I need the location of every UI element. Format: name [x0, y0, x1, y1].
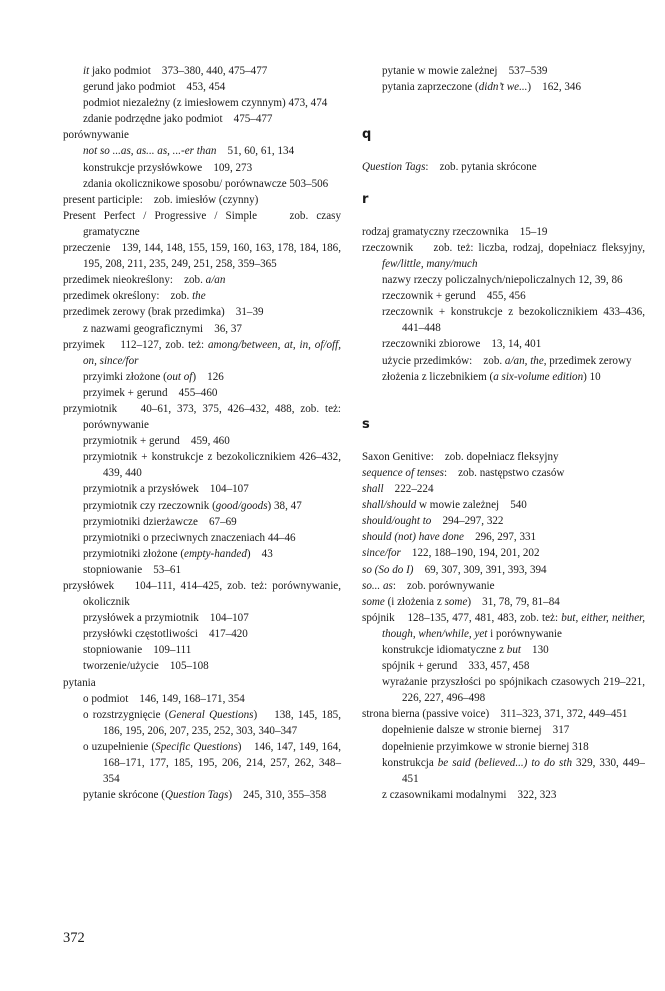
index-subentry: przyimki złożone (out of) 126: [83, 370, 224, 383]
index-subentry: pytanie w mowie zależnej 537–539: [382, 65, 548, 77]
index-entry: some (i złożenia z some) 31, 78, 79, 81–84: [362, 595, 560, 608]
index-column-right: [362, 63, 645, 803]
index-subentry: przyimek + gerund 455–460: [83, 386, 218, 399]
index-entry: rodzaj gramatyczny rzeczownika 15–19: [362, 225, 548, 238]
index-subentry: przymiotnik + konstrukcje z bezokolicznikiem 426–432, 439, 440: [83, 451, 341, 480]
index-subentry: nazwy rzeczy policzalnych/niepoliczalnych 12, 39, 86: [382, 274, 623, 287]
index-entry: Question Tags: zob. pytania skrócone: [362, 161, 537, 174]
spacer: [362, 385, 645, 417]
index-subentry: o uzupełnienie (Specific Questions) 146, 147, 149, 164, 168–171, 177, 185, 195, 206, 214, 257, 262, 348–354: [83, 740, 342, 786]
index-subentry: przymiotniki złożone (empty-handed) 43: [83, 547, 273, 560]
index-entry: przeczenie 139, 144, 148, 155, 159, 160, 163, 178, 184, 186, 195, 208, 211, 235, 249, 251, 258, 359–365: [63, 242, 341, 271]
index-subentry: przysłówki częstotliwości 417–420: [83, 628, 248, 641]
index-subentry: przymiotnik + gerund 459, 460: [83, 435, 230, 448]
index-subentry: z czasownikami modalnymi 322, 323: [382, 788, 557, 801]
index-entry: przedimek nieokreślony: zob. a/an: [63, 274, 226, 287]
index-entry: sequence of tenses: zob. następstwo czasów: [362, 466, 565, 479]
index-entry: should (not) have done 296, 297, 331: [362, 531, 537, 544]
spacer: [362, 433, 645, 449]
index-subentry: rzeczowniki zbiorowe 13, 14, 401: [382, 338, 542, 351]
index-entry: przedimek zerowy (brak przedimka) 31–39: [63, 306, 264, 319]
index-entry: przysłówek 104–111, 414–425, zob. też: porównywanie, okolicznik: [63, 580, 341, 609]
page-number: 372: [63, 930, 85, 946]
index-subentry: rzeczownik + konstrukcje z bezokolicznikiem 433–436, 441–448: [382, 306, 645, 335]
index-entry: strona bierna (passive voice) 311–323, 371, 372, 449–451: [362, 708, 628, 721]
index-subentry: dopełnienie przyimkowe w stronie biernej 318: [382, 740, 589, 753]
index-subentry: konstrukcje idiomatyczne z but 130: [382, 644, 549, 656]
index-subentry: spójnik + gerund 333, 457, 458: [382, 660, 530, 673]
index-entry: present participle: zob. imiesłów (czynny): [63, 193, 259, 206]
index-subentry: zdanie podrzędne jako podmiot 475–477: [83, 113, 273, 126]
index-subentry: przymiotnik a przysłówek 104–107: [83, 483, 249, 496]
index-subentry: użycie przedimków: zob. a/an, the, przedimek zerowy: [382, 354, 632, 367]
index-subentry: podmiot niezależny (z imiesłowem czynnym) 473, 474: [83, 97, 328, 110]
index-entry: przyimek 112–127, zob. też: among/between, at, in, of/off, on, since/for: [63, 338, 341, 367]
index-subentry: o podmiot 146, 149, 168–171, 354: [83, 692, 245, 705]
index-subentry: złożenia z liczebnikiem (a six-volume edition) 10: [382, 370, 601, 383]
index-subentry: przymiotniki o przeciwnych znaczeniach 44–46: [83, 531, 296, 544]
index-subentry: dopełnienie dalsze w stronie biernej 317: [382, 724, 570, 737]
section-letter: s: [362, 416, 370, 432]
index-subentry: gerund jako podmiot 453, 454: [83, 81, 226, 94]
index-entry: pytania: [63, 676, 96, 689]
index-subentry: rzeczownik + gerund 455, 456: [382, 290, 526, 303]
index-entry: rzeczownik zob. też: liczba, rodzaj, dopełniacz fleksyjny, few/little, many/much: [362, 241, 645, 270]
index-subentry: pytania zaprzeczone (didn’t we...) 162, 346: [382, 81, 582, 94]
index-entry: Present Perfect / Progressive / Simple zob. czasy gramatyczne: [63, 209, 341, 238]
spacer: [362, 143, 645, 159]
index-subentry: przymiotnik czy rzeczownik (good/goods) 38, 47: [83, 499, 302, 512]
index-subentry: stopniowanie 109–111: [83, 644, 192, 657]
index-entry: since/for 122, 188–190, 194, 201, 202: [362, 547, 540, 560]
index-subentry: przysłówek a przymiotnik 104–107: [83, 612, 249, 625]
index-subentry: z nazwami geograficznymi 36, 37: [83, 322, 242, 335]
index-entry: porównywanie: [63, 129, 129, 142]
index-entry: przedimek określony: zob. the: [63, 290, 206, 303]
section-letter: r: [362, 191, 369, 207]
index-column-left: [63, 63, 341, 803]
index-entry: should/ought to 294–297, 322: [362, 515, 504, 528]
index-subentry: stopniowanie 53–61: [83, 563, 181, 576]
index-entry: shall 222–224: [362, 483, 434, 496]
index-entry: przymiotnik 40–61, 373, 375, 426–432, 488, zob. też: porównywanie: [63, 402, 341, 432]
index-entry: so... as: zob. porównywanie: [362, 579, 495, 592]
index-subentry: konstrukcja be said (believed...) to do sth 329, 330, 449–451: [382, 756, 645, 785]
index-subentry: pytanie skrócone (Question Tags) 245, 310, 355–358: [83, 789, 327, 802]
index-subentry: konstrukcje przysłówkowe 109, 273: [83, 161, 253, 174]
spacer: [362, 95, 645, 127]
section-letter: q: [362, 127, 372, 143]
index-subentry: wyrażanie przyszłości po spójnikach czasowych 219–221, 226, 227, 496–498: [382, 676, 645, 705]
index-subentry: tworzenie/użycie 105–108: [83, 660, 209, 673]
index-subentry: it jako podmiot 373–380, 440, 475–477: [83, 65, 268, 77]
index-entry: shall/should w mowie zależnej 540: [362, 499, 527, 512]
index-subentry: zdania okolicznikowe sposobu/ porównawcze 503–506: [83, 177, 329, 190]
index-entry: Saxon Genitive: zob. dopełniacz fleksyjny: [362, 450, 559, 463]
index-subentry: not so ...as, as... as, ...-er than 51, 60, 61, 134: [83, 145, 295, 158]
index-entry: so (So do I) 69, 307, 309, 391, 393, 394: [362, 563, 547, 576]
spacer: [362, 175, 645, 191]
spacer: [362, 208, 645, 224]
index-subentry: przymiotniki dzierżawcze 67–69: [83, 515, 237, 528]
index-subentry: o rozstrzygnięcie (General Questions) 138, 145, 185, 186, 195, 206, 207, 235, 252, 303, 340–347: [83, 708, 341, 737]
index-entry: spójnik 128–135, 477, 481, 483, zob. też: but, either, neither, though, when/while, yet i porównywanie: [362, 611, 645, 640]
